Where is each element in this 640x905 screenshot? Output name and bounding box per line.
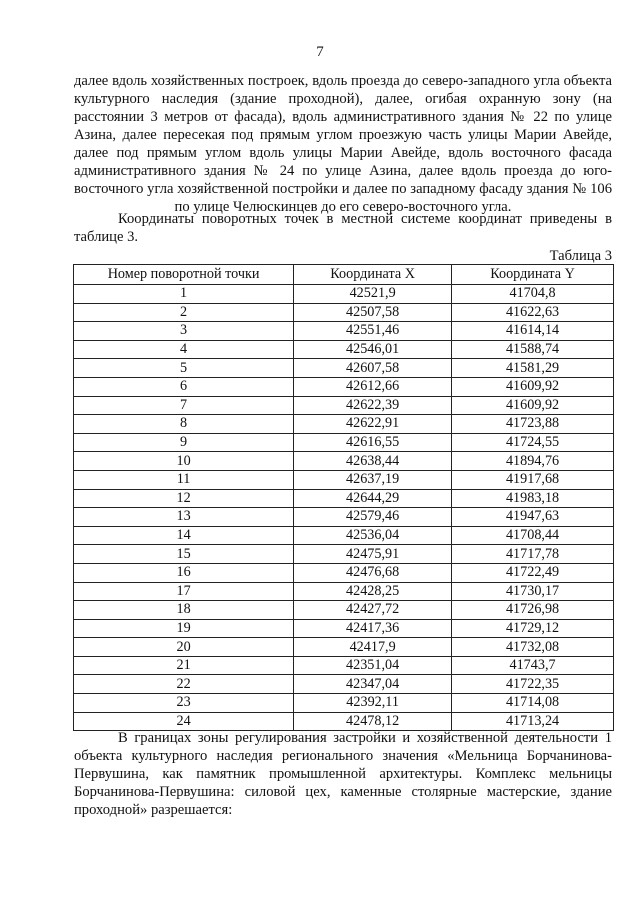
cell-point-number: 1 bbox=[74, 285, 294, 304]
cell-point-number: 17 bbox=[74, 582, 294, 601]
cell-coordinate-y: 41730,17 bbox=[452, 582, 614, 601]
table-row bbox=[74, 452, 614, 471]
paragraph-coordinates-intro: Координаты поворотных точек в местной системе координат приведены в таблице 3. bbox=[74, 211, 612, 245]
table-row bbox=[74, 545, 614, 564]
cell-coordinate-x: 42616,55 bbox=[294, 433, 452, 452]
cell-point-number: 2 bbox=[74, 303, 294, 322]
cell-coordinate-y: 41614,14 bbox=[452, 322, 614, 341]
cell-coordinate-x: 42521,9 bbox=[294, 285, 452, 304]
cell-point-number: 12 bbox=[74, 489, 294, 508]
cell-coordinate-x: 42622,39 bbox=[294, 396, 452, 415]
cell-point-number: 7 bbox=[74, 396, 294, 415]
table-row bbox=[74, 303, 614, 322]
table-row bbox=[74, 470, 614, 489]
cell-coordinate-y: 41713,24 bbox=[452, 712, 614, 731]
table-row bbox=[74, 638, 614, 657]
cell-coordinate-y: 41743,7 bbox=[452, 656, 614, 675]
table-row bbox=[74, 489, 614, 508]
table-caption: Таблица 3 bbox=[549, 248, 612, 264]
table-row bbox=[74, 285, 614, 304]
table-row bbox=[74, 712, 614, 731]
cell-coordinate-x: 42551,46 bbox=[294, 322, 452, 341]
cell-coordinate-y: 41708,44 bbox=[452, 526, 614, 545]
coordinates-table bbox=[73, 264, 614, 731]
cell-coordinate-x: 42536,04 bbox=[294, 526, 452, 545]
cell-coordinate-y: 41729,12 bbox=[452, 619, 614, 638]
cell-coordinate-y: 41609,92 bbox=[452, 377, 614, 396]
cell-coordinate-x: 42607,58 bbox=[294, 359, 452, 378]
cell-point-number: 15 bbox=[74, 545, 294, 564]
cell-coordinate-x: 42478,12 bbox=[294, 712, 452, 731]
cell-point-number: 6 bbox=[74, 377, 294, 396]
cell-coordinate-x: 42644,29 bbox=[294, 489, 452, 508]
cell-point-number: 19 bbox=[74, 619, 294, 638]
cell-coordinate-x: 42351,04 bbox=[294, 656, 452, 675]
header-coordinate-x: Координата X bbox=[294, 265, 452, 285]
cell-point-number: 21 bbox=[74, 656, 294, 675]
cell-point-number: 24 bbox=[74, 712, 294, 731]
cell-coordinate-x: 42579,46 bbox=[294, 508, 452, 527]
cell-point-number: 22 bbox=[74, 675, 294, 694]
paragraph-zone-regulations: В границах зоны регулирования застройки и хозяйственной деятельности 1 объекта культурного наследия регионального значения «Мельница Борчанинова-Первушина, как памятник промышленной архитектуры. Комплекс мельницы Борчанинова-Первушина: силовой цех, каменные столярные мастерские, здание проходной» разрешается: bbox=[74, 730, 612, 818]
header-coordinate-y: Координата Y bbox=[452, 265, 614, 285]
table-row bbox=[74, 396, 614, 415]
cell-point-number: 4 bbox=[74, 340, 294, 359]
cell-coordinate-y: 41704,8 bbox=[452, 285, 614, 304]
cell-coordinate-y: 41726,98 bbox=[452, 601, 614, 620]
cell-coordinate-x: 42428,25 bbox=[294, 582, 452, 601]
cell-point-number: 10 bbox=[74, 452, 294, 471]
cell-coordinate-x: 42612,66 bbox=[294, 377, 452, 396]
cell-point-number: 20 bbox=[74, 638, 294, 657]
table-header-row bbox=[74, 265, 614, 285]
header-point-number: Номер поворотной точки bbox=[74, 265, 294, 285]
cell-coordinate-x: 42546,01 bbox=[294, 340, 452, 359]
table-row bbox=[74, 563, 614, 582]
cell-point-number: 23 bbox=[74, 694, 294, 713]
table-row bbox=[74, 601, 614, 620]
table-row bbox=[74, 675, 614, 694]
cell-coordinate-y: 41622,63 bbox=[452, 303, 614, 322]
table-row bbox=[74, 359, 614, 378]
cell-point-number: 8 bbox=[74, 415, 294, 434]
cell-coordinate-y: 41717,78 bbox=[452, 545, 614, 564]
table-row bbox=[74, 433, 614, 452]
cell-coordinate-y: 41894,76 bbox=[452, 452, 614, 471]
cell-coordinate-y: 41588,74 bbox=[452, 340, 614, 359]
table-row bbox=[74, 526, 614, 545]
cell-point-number: 3 bbox=[74, 322, 294, 341]
cell-coordinate-y: 41722,35 bbox=[452, 675, 614, 694]
cell-coordinate-y: 41917,68 bbox=[452, 470, 614, 489]
cell-coordinate-y: 41723,88 bbox=[452, 415, 614, 434]
cell-point-number: 11 bbox=[74, 470, 294, 489]
table-row bbox=[74, 656, 614, 675]
table-row bbox=[74, 340, 614, 359]
table-row bbox=[74, 377, 614, 396]
cell-coordinate-x: 42417,36 bbox=[294, 619, 452, 638]
cell-coordinate-y: 41983,18 bbox=[452, 489, 614, 508]
table-row bbox=[74, 415, 614, 434]
cell-coordinate-x: 42476,68 bbox=[294, 563, 452, 582]
cell-coordinate-y: 41714,08 bbox=[452, 694, 614, 713]
cell-coordinate-x: 42427,72 bbox=[294, 601, 452, 620]
cell-coordinate-y: 41581,29 bbox=[452, 359, 614, 378]
table-row bbox=[74, 322, 614, 341]
cell-coordinate-y: 41732,08 bbox=[452, 638, 614, 657]
paragraph-boundary-description: далее вдоль хозяйственных построек, вдоль проезда до северо-западного угла объекта культурного наследия (здание проходной), далее, огибая охранную зону (на расстоянии 3 метров от фасада), вдоль административного здания № 22 по улице Азина, далее пересекая под прямым углом проезжую часть улицы Марии Авейде, далее под прямым углом вдоль улицы Марии Авейде, вдоль восточного фасада административного здания № 24 по улице Азина, далее вдоль проезда до юго-восточного угла хозяйственной постройки и далее по западному фасаду здания № 106 по улице Челюскинцев до его северо-восточного угла. bbox=[74, 73, 612, 215]
page-number: 7 bbox=[316, 44, 324, 60]
cell-coordinate-x: 42622,91 bbox=[294, 415, 452, 434]
cell-point-number: 9 bbox=[74, 433, 294, 452]
table-row bbox=[74, 619, 614, 638]
cell-coordinate-y: 41609,92 bbox=[452, 396, 614, 415]
cell-coordinate-x: 42637,19 bbox=[294, 470, 452, 489]
cell-coordinate-x: 42475,91 bbox=[294, 545, 452, 564]
cell-coordinate-x: 42507,58 bbox=[294, 303, 452, 322]
cell-coordinate-x: 42417,9 bbox=[294, 638, 452, 657]
table-row bbox=[74, 508, 614, 527]
cell-coordinate-y: 41722,49 bbox=[452, 563, 614, 582]
cell-coordinate-y: 41724,55 bbox=[452, 433, 614, 452]
cell-coordinate-x: 42392,11 bbox=[294, 694, 452, 713]
cell-coordinate-x: 42347,04 bbox=[294, 675, 452, 694]
table-row bbox=[74, 694, 614, 713]
cell-coordinate-x: 42638,44 bbox=[294, 452, 452, 471]
table-row bbox=[74, 582, 614, 601]
cell-point-number: 14 bbox=[74, 526, 294, 545]
cell-point-number: 13 bbox=[74, 508, 294, 527]
cell-point-number: 16 bbox=[74, 563, 294, 582]
cell-point-number: 5 bbox=[74, 359, 294, 378]
cell-coordinate-y: 41947,63 bbox=[452, 508, 614, 527]
cell-point-number: 18 bbox=[74, 601, 294, 620]
